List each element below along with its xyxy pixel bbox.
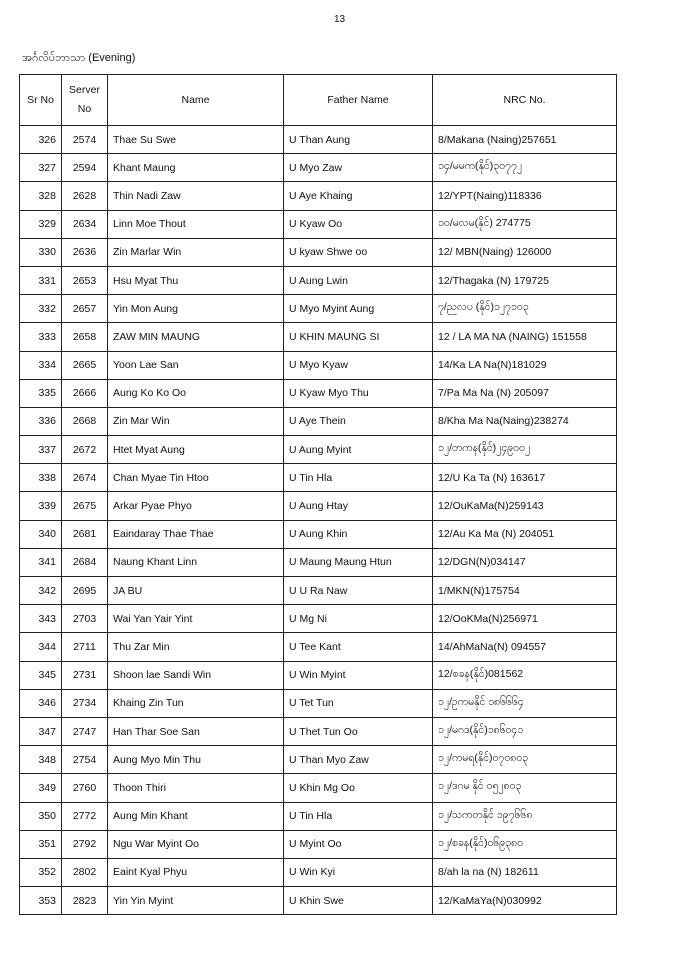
cell-nrc-no: 12/OoKMa(N)256971 [433, 605, 617, 633]
cell-father-name: U Win Myint [284, 661, 433, 689]
cell-nrc-no: 14/AhMaNa(N) 094557 [433, 633, 617, 661]
cell-father-name: U Aye Thein [284, 407, 433, 435]
cell-nrc-no: 12/Au Ka Ma (N) 204051 [433, 520, 617, 548]
cell-name: Zin Marlar Win [108, 238, 284, 266]
table-row [20, 266, 617, 294]
cell-sr-no: 346 [20, 689, 62, 717]
cell-nrc-no: ၁၀/မလမ(နိုင်) 274775 [433, 210, 617, 238]
cell-name: Yin Yin Myint [108, 887, 284, 915]
table-row [20, 436, 617, 464]
page-number: 13 [333, 14, 346, 25]
cell-nrc-no: ၇/ညလပ (နိုင်)၁၂၇၁၀၃ [433, 295, 617, 323]
cell-server-no: 2675 [62, 492, 108, 520]
cell-server-no: 2681 [62, 520, 108, 548]
cell-sr-no: 345 [20, 661, 62, 689]
cell-server-no: 2711 [62, 633, 108, 661]
cell-nrc-no: 12/U Ka Ta (N) 163617 [433, 464, 617, 492]
header-server-no [62, 75, 108, 126]
table-body [20, 126, 617, 915]
cell-sr-no: 352 [20, 858, 62, 886]
header-server-no-line2: No [77, 103, 92, 115]
cell-nrc-no: 12/စခန(နိုင်)081562 [433, 661, 617, 689]
cell-father-name: U kyaw Shwe oo [284, 238, 433, 266]
cell-server-no: 2747 [62, 717, 108, 745]
cell-name: Thae Su Swe [108, 126, 284, 154]
cell-name: Khant Maung [108, 154, 284, 182]
cell-name: Aung Myo Min Thu [108, 746, 284, 774]
table-row [20, 858, 617, 886]
cell-father-name: U Aye Khaing [284, 182, 433, 210]
cell-name: JA BU [108, 577, 284, 605]
cell-nrc-no: 8/Makana (Naing)257651 [433, 126, 617, 154]
cell-server-no: 2634 [62, 210, 108, 238]
table-row [20, 295, 617, 323]
cell-nrc-no: 1/MKN(N)175754 [433, 577, 617, 605]
header-father-name: Father Name [284, 75, 433, 126]
cell-nrc-no: 12/OuKaMa(N)259143 [433, 492, 617, 520]
cell-father-name: U Kyaw Myo Thu [284, 379, 433, 407]
table-header-row [20, 75, 617, 126]
cell-server-no: 2802 [62, 858, 108, 886]
cell-server-no: 2760 [62, 774, 108, 802]
cell-name: Hsu Myat Thu [108, 266, 284, 294]
table-row [20, 830, 617, 858]
cell-nrc-no: 12/DGN(N)034147 [433, 548, 617, 576]
cell-sr-no: 353 [20, 887, 62, 915]
cell-sr-no: 327 [20, 154, 62, 182]
cell-sr-no: 347 [20, 717, 62, 745]
cell-server-no: 2734 [62, 689, 108, 717]
cell-sr-no: 328 [20, 182, 62, 210]
cell-sr-no: 338 [20, 464, 62, 492]
table-row [20, 492, 617, 520]
header-sr-no: Sr No [20, 75, 62, 126]
table-row [20, 802, 617, 830]
cell-name: Yoon Lae San [108, 351, 284, 379]
table-row [20, 379, 617, 407]
cell-server-no: 2628 [62, 182, 108, 210]
table-row [20, 887, 617, 915]
cell-server-no: 2674 [62, 464, 108, 492]
cell-nrc-no: 12 / LA MA NA (NAING) 151558 [433, 323, 617, 351]
table-row [20, 182, 617, 210]
cell-father-name: U Myo Myint Aung [284, 295, 433, 323]
cell-nrc-no: 12/KaMaYa(N)030992 [433, 887, 617, 915]
cell-name: Arkar Pyae Phyo [108, 492, 284, 520]
cell-server-no: 2792 [62, 830, 108, 858]
cell-father-name: U Than Aung [284, 126, 433, 154]
header-name: Name [108, 75, 284, 126]
cell-server-no: 2703 [62, 605, 108, 633]
cell-name: Thin Nadi Zaw [108, 182, 284, 210]
table-row [20, 154, 617, 182]
cell-sr-no: 337 [20, 436, 62, 464]
cell-father-name: U Aung Htay [284, 492, 433, 520]
cell-nrc-no: 12/ MBN(Naing) 126000 [433, 238, 617, 266]
header-nrc-no: NRC No. [433, 75, 617, 126]
cell-sr-no: 348 [20, 746, 62, 774]
cell-nrc-no: ၁၂/စခန(နိုင်)၀၆၉၃၈၀ [433, 830, 617, 858]
cell-father-name: U U Ra Naw [284, 577, 433, 605]
cell-sr-no: 335 [20, 379, 62, 407]
cell-father-name: U Tin Hla [284, 464, 433, 492]
cell-nrc-no: ၁၄/မမက(နိုင်)၃၀၇၇၂ [433, 154, 617, 182]
cell-server-no: 2823 [62, 887, 108, 915]
student-roster-table [19, 74, 617, 915]
cell-father-name: U Mg Ni [284, 605, 433, 633]
cell-name: Aung Ko Ko Oo [108, 379, 284, 407]
cell-sr-no: 351 [20, 830, 62, 858]
cell-nrc-no: 14/Ka LA Na(N)181029 [433, 351, 617, 379]
header-server-no-line1: Server [69, 84, 100, 96]
table-row [20, 210, 617, 238]
cell-nrc-no: ၁၂/ဥကမနိုင် ၁၈၆၆၆၄ [433, 689, 617, 717]
table-row [20, 633, 617, 661]
cell-sr-no: 330 [20, 238, 62, 266]
cell-server-no: 2653 [62, 266, 108, 294]
cell-father-name: U Tin Hla [284, 802, 433, 830]
table-row [20, 238, 617, 266]
table-row [20, 689, 617, 717]
cell-father-name: U Myint Oo [284, 830, 433, 858]
cell-name: Thu Zar Min [108, 633, 284, 661]
cell-father-name: U Win Kyi [284, 858, 433, 886]
table-row [20, 323, 617, 351]
cell-sr-no: 332 [20, 295, 62, 323]
cell-server-no: 2772 [62, 802, 108, 830]
cell-name: Chan Myae Tin Htoo [108, 464, 284, 492]
cell-server-no: 2695 [62, 577, 108, 605]
cell-server-no: 2658 [62, 323, 108, 351]
cell-father-name: U Aung Lwin [284, 266, 433, 294]
cell-name: Wai Yan Yair Yint [108, 605, 284, 633]
section-title: အင်္ဂလိပ်ဘာသာ (Evening) [22, 52, 136, 64]
cell-father-name: U Khin Mg Oo [284, 774, 433, 802]
cell-father-name: U Khin Swe [284, 887, 433, 915]
cell-nrc-no: 8/Kha Ma Na(Naing)238274 [433, 407, 617, 435]
cell-father-name: U Tee Kant [284, 633, 433, 661]
cell-father-name: U Maung Maung Htun [284, 548, 433, 576]
cell-father-name: U KHIN MAUNG SI [284, 323, 433, 351]
cell-server-no: 2672 [62, 436, 108, 464]
cell-nrc-no: ၁၂/သကတနိုင် ၁၉၇၆၆၈ [433, 802, 617, 830]
cell-name: Eaindaray Thae Thae [108, 520, 284, 548]
cell-sr-no: 336 [20, 407, 62, 435]
cell-name: Zin Mar Win [108, 407, 284, 435]
cell-server-no: 2731 [62, 661, 108, 689]
cell-sr-no: 326 [20, 126, 62, 154]
cell-server-no: 2684 [62, 548, 108, 576]
table-row [20, 126, 617, 154]
cell-name: Yin Mon Aung [108, 295, 284, 323]
cell-name: Linn Moe Thout [108, 210, 284, 238]
cell-nrc-no: 12/YPT(Naing)118336 [433, 182, 617, 210]
cell-sr-no: 343 [20, 605, 62, 633]
cell-name: Aung Min Khant [108, 802, 284, 830]
cell-father-name: U Kyaw Oo [284, 210, 433, 238]
cell-name: Naung Khant Linn [108, 548, 284, 576]
cell-sr-no: 340 [20, 520, 62, 548]
table-row [20, 774, 617, 802]
cell-sr-no: 329 [20, 210, 62, 238]
cell-name: Ngu War Myint Oo [108, 830, 284, 858]
cell-server-no: 2666 [62, 379, 108, 407]
table-row [20, 661, 617, 689]
cell-sr-no: 333 [20, 323, 62, 351]
cell-nrc-no: ၁၂/မဂဒ(နိုင်)၁၈၆၀၄၁ [433, 717, 617, 745]
table-row [20, 464, 617, 492]
cell-nrc-no: ၁၂/ဒဂမ နိုင် ၀၅၂၈၀၃ [433, 774, 617, 802]
cell-name: ZAW MIN MAUNG [108, 323, 284, 351]
table-row [20, 717, 617, 745]
cell-sr-no: 341 [20, 548, 62, 576]
cell-name: Khaing Zin Tun [108, 689, 284, 717]
cell-father-name: U Myo Kyaw [284, 351, 433, 379]
cell-server-no: 2657 [62, 295, 108, 323]
cell-nrc-no: ၁၂/ကမရ(နိုင်)၀၇၀၈၀၃ [433, 746, 617, 774]
table-row [20, 746, 617, 774]
cell-sr-no: 339 [20, 492, 62, 520]
cell-sr-no: 349 [20, 774, 62, 802]
cell-nrc-no: 7/Pa Ma Na (N) 205097 [433, 379, 617, 407]
cell-father-name: U Than Myo Zaw [284, 746, 433, 774]
cell-name: Shoon lae Sandi Win [108, 661, 284, 689]
cell-name: Han Thar Soe San [108, 717, 284, 745]
cell-sr-no: 331 [20, 266, 62, 294]
cell-nrc-no: ၁၂/တကန(နိုင်)၂၄၉၀၀၂ [433, 436, 617, 464]
cell-father-name: U Aung Khin [284, 520, 433, 548]
table-row [20, 407, 617, 435]
cell-server-no: 2668 [62, 407, 108, 435]
cell-sr-no: 344 [20, 633, 62, 661]
cell-nrc-no: 8/ah la na (N) 182611 [433, 858, 617, 886]
cell-sr-no: 334 [20, 351, 62, 379]
table-row [20, 605, 617, 633]
cell-name: Htet Myat Aung [108, 436, 284, 464]
cell-server-no: 2574 [62, 126, 108, 154]
table-row [20, 548, 617, 576]
table-row [20, 351, 617, 379]
cell-server-no: 2636 [62, 238, 108, 266]
cell-name: Eaint Kyal Phyu [108, 858, 284, 886]
table-row [20, 577, 617, 605]
cell-father-name: U Tet Tun [284, 689, 433, 717]
cell-server-no: 2754 [62, 746, 108, 774]
cell-sr-no: 342 [20, 577, 62, 605]
cell-sr-no: 350 [20, 802, 62, 830]
table-row [20, 520, 617, 548]
cell-father-name: U Aung Myint [284, 436, 433, 464]
cell-server-no: 2594 [62, 154, 108, 182]
cell-father-name: U Thet Tun Oo [284, 717, 433, 745]
cell-nrc-no: 12/Thagaka (N) 179725 [433, 266, 617, 294]
cell-father-name: U Myo Zaw [284, 154, 433, 182]
cell-server-no: 2665 [62, 351, 108, 379]
cell-name: Thoon Thiri [108, 774, 284, 802]
